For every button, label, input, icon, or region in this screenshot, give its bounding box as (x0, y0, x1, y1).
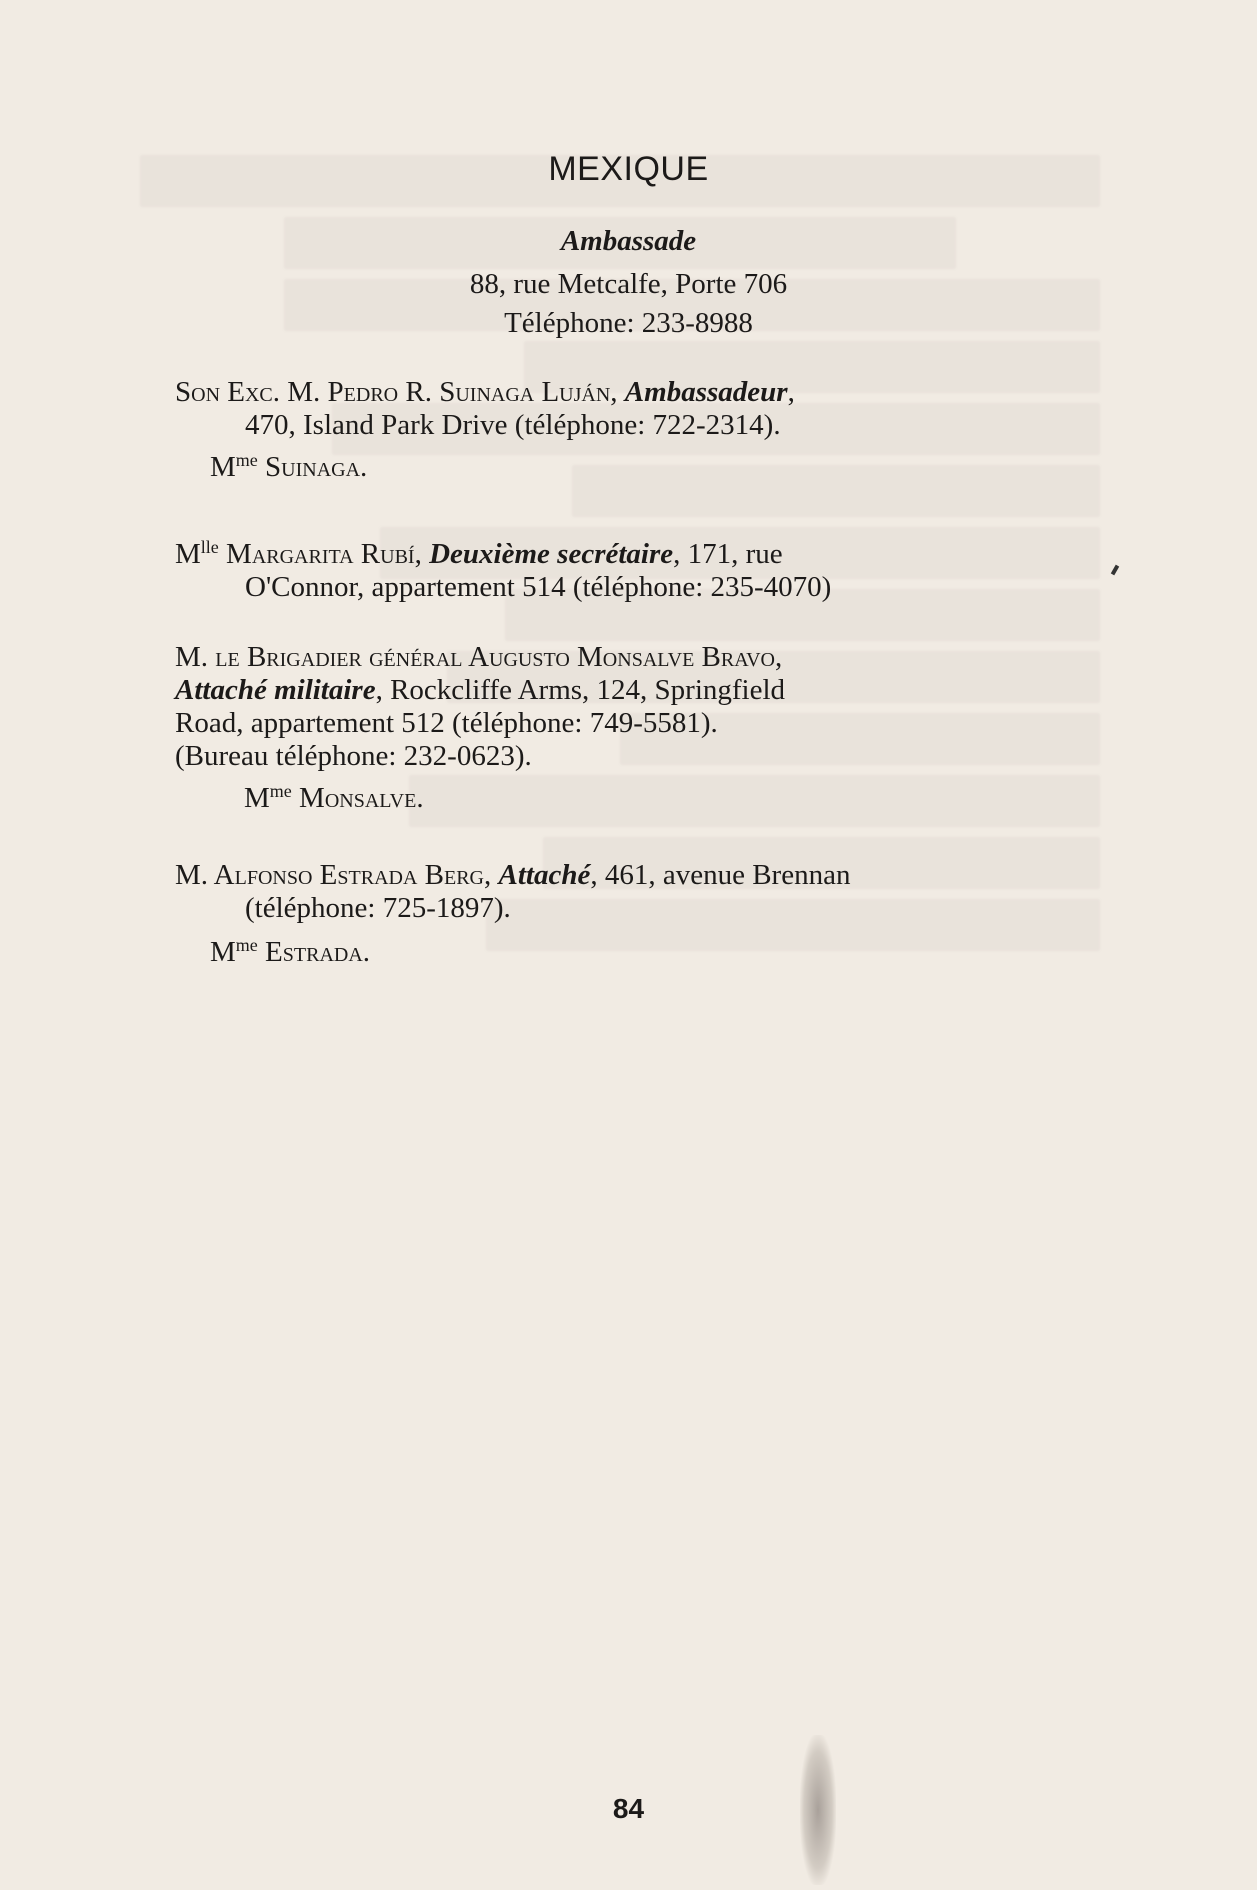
spouse-salutation-sup: me (235, 935, 258, 955)
entry-title: Ambassadeur (624, 376, 788, 408)
embassy-address: 88, rue Metcalfe, Porte 706 (469, 268, 788, 300)
entry-line (175, 859, 1085, 925)
entry-office-phone: (Bureau téléphone: 232-0623). (175, 740, 532, 772)
ink-mark (1111, 565, 1119, 576)
spouse-name: Suinaga. (257, 451, 368, 483)
spouse-line (210, 450, 367, 484)
spouse-salutation: M (244, 782, 270, 814)
entry-line (175, 376, 1085, 442)
entry-title: Attaché (498, 859, 591, 891)
entry-rest: , Rockcliffe Arms, 124, Springfield (375, 674, 786, 706)
entry-attache (175, 859, 1085, 925)
entry-address: (téléphone: 725-1897). (245, 892, 511, 924)
entry-military-attache (175, 641, 1085, 773)
entry-name: Margarita Rubí, (218, 538, 430, 570)
spouse-salutation: M (210, 936, 236, 968)
spouse-name: Monsalve. (291, 782, 424, 814)
entry-title: Attaché militaire (175, 674, 376, 706)
entry-address: Road, appartement 512 (téléphone: 749-5581). (175, 707, 718, 739)
embassy-telephone: Téléphone: 233-8988 (504, 307, 753, 339)
entry-second-secretary (175, 531, 1085, 604)
entry-line (175, 641, 1085, 674)
page-number: 84 (612, 1793, 645, 1824)
entry-rest: , 461, avenue Brennan (590, 859, 851, 891)
spouse-salutation-sup: me (269, 781, 292, 801)
entry-rest: , 171, rue (673, 538, 783, 570)
entry-line (175, 531, 1085, 604)
entry-name: Son Exc. M. Pedro R. Suinaga Luján, (175, 376, 625, 408)
entry-rest: , (787, 376, 795, 408)
spouse-line (210, 935, 370, 969)
entry-address: 470, Island Park Drive (téléphone: 722-2314). (245, 409, 781, 441)
entry-ambassador (175, 376, 1085, 442)
entry-title: Deuxième secrétaire (429, 538, 674, 570)
spouse-name: Estrada. (257, 936, 371, 968)
country-heading: MEXIQUE (548, 150, 709, 188)
entry-salutation-sup: lle (200, 537, 219, 557)
spouse-salutation: M (210, 451, 236, 483)
entry-line (175, 674, 1085, 773)
entry-name: M. Alfonso Estrada Berg, (175, 859, 499, 891)
entry-name: M. le Brigadier général Augusto Monsalve Bravo, (175, 641, 783, 673)
spouse-salutation-sup: me (235, 450, 258, 470)
entry-salutation: M (175, 538, 201, 570)
section-subheading: Ambassade (560, 225, 697, 257)
spouse-line (244, 781, 424, 815)
entry-address: O'Connor, appartement 514 (téléphone: 235-4070) (245, 571, 832, 603)
